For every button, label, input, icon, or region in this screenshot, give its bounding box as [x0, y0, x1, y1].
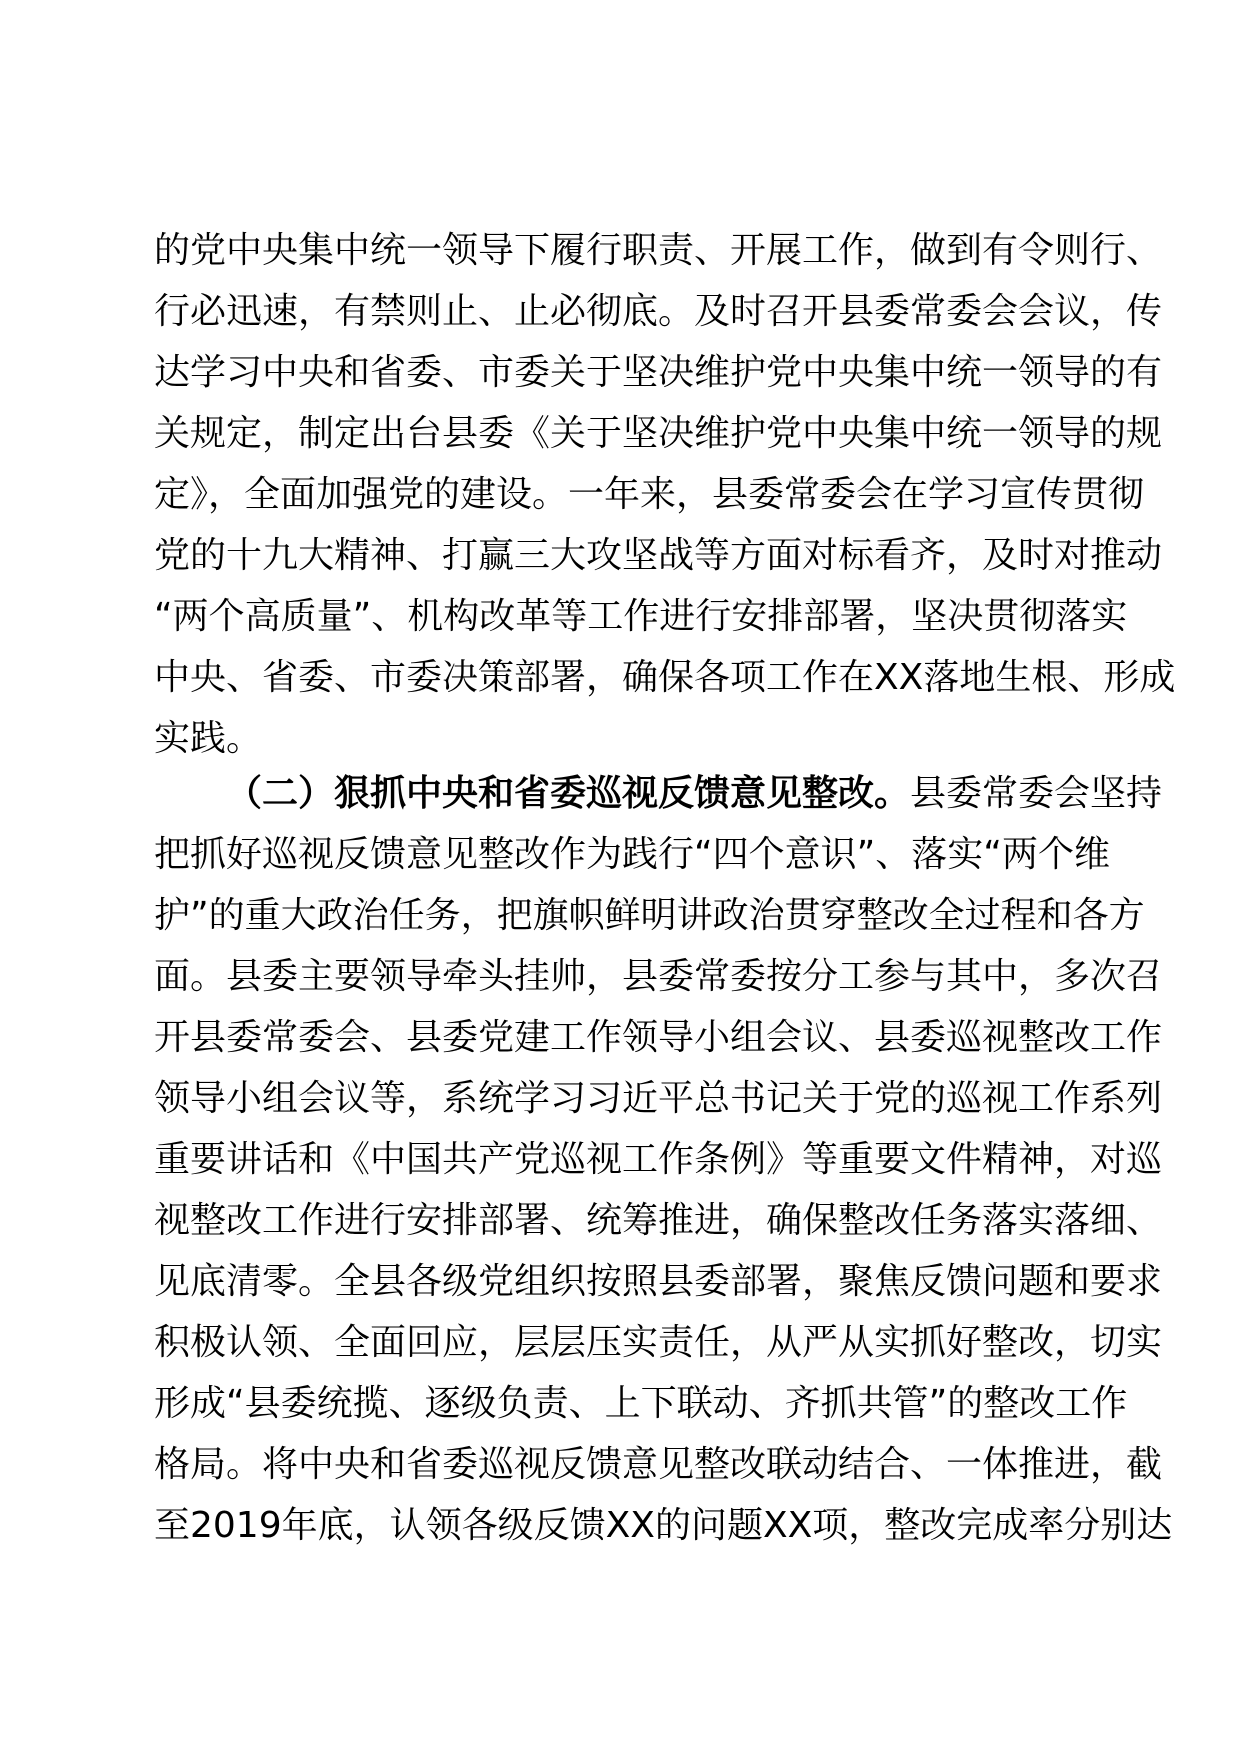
text-line: 中央、省委、市委决策部署，确保各项工作在XX落地生根、形成: [154, 657, 1176, 698]
text-line: 面。县委主要领导牵头挂帅，县委常委按分工参与其中，多次召: [154, 956, 1163, 997]
text-line: 至2019年底，认领各级反馈XX的问题XX项，整改完成率分别达: [154, 1505, 1173, 1546]
section-heading-rest: 县委常委会坚持: [910, 773, 1163, 814]
text-line: 达学习中央和省委、市委关于坚决维护党中央集中统一领导的有: [154, 352, 1163, 393]
section-heading: （二）狠抓中央和省委巡视反馈意见整改。: [226, 773, 911, 814]
text-line: 党的十九大精神、打赢三大攻坚战等方面对标看齐，及时对推动: [154, 535, 1163, 576]
text-line: 实践。: [154, 718, 263, 759]
text-line: 开县委常委会、县委党建工作领导小组会议、县委巡视整改工作: [154, 1017, 1163, 1058]
text-line: 把抓好巡视反馈意见整改作为践行“四个意识”、落实“两个维: [154, 834, 1110, 875]
text-line: 定》，全面加强党的建设。一年来，县委常委会在学习宣传贯彻: [154, 474, 1145, 515]
text-line: 积极认领、全面回应，层层压实责任，从严从实抓好整改，切实: [154, 1322, 1163, 1363]
paragraph-section-2: [154, 763, 1173, 1556]
text-line: 格局。将中央和省委巡视反馈意见整改联动结合、一体推进，截: [154, 1444, 1163, 1485]
text-line-first: [154, 763, 1163, 824]
text-line: 领导小组会议等，系统学习习近平总书记关于党的巡视工作系列: [154, 1078, 1163, 1119]
text-line: 重要讲话和《中国共产党巡视工作条例》等重要文件精神，对巡: [154, 1139, 1163, 1180]
text-line: 护”的重大政治任务，把旗帜鲜明讲政治贯穿整改全过程和各方: [154, 895, 1145, 936]
text-line: 形成“县委统揽、逐级负责、上下联动、齐抓共管”的整改工作: [154, 1383, 1128, 1424]
text-line: 见底清零。全县各级党组织按照县委部署，聚焦反馈问题和要求: [154, 1261, 1163, 1302]
text-line: 行必迅速，有禁则止、止必彻底。及时召开县委常委会会议，传: [154, 291, 1163, 332]
text-line: 的党中央集中统一领导下履行职责、开展工作，做到有令则行、: [154, 230, 1163, 271]
text-line: 视整改工作进行安排部署、统筹推进，确保整改任务落实落细、: [154, 1200, 1163, 1241]
text-line: 关规定，制定出台县委《关于坚决维护党中央集中统一领导的规: [154, 413, 1163, 454]
paragraph-continuation: [154, 220, 1176, 769]
text-line: “两个高质量”、机构改革等工作进行安排部署，坚决贯彻落实: [154, 596, 1128, 637]
